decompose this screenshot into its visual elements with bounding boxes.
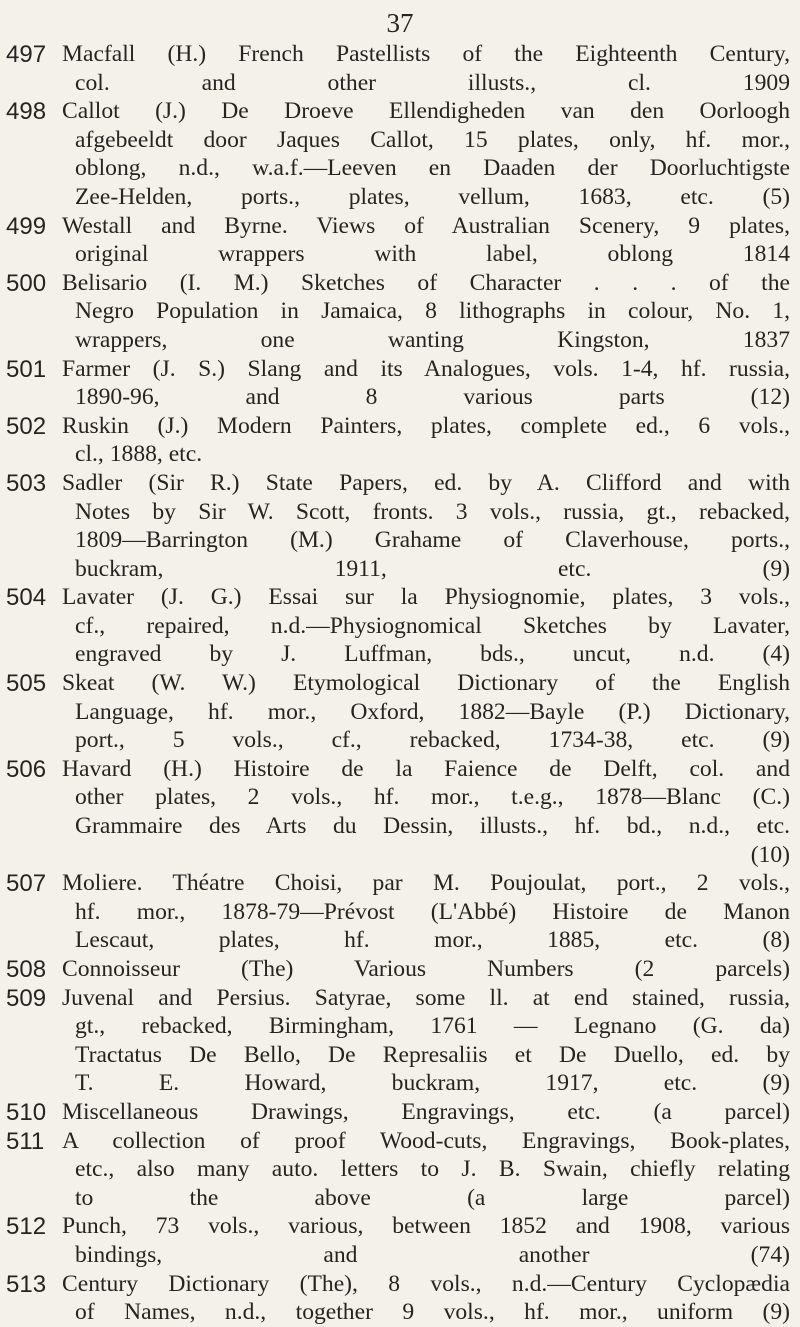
lot-line: Negro Population in Jamaica, 8 lithographs in colour, No. 1, xyxy=(75,298,790,325)
lot-entry xyxy=(0,984,800,1098)
lot-line: T. E. Howard, buckram, 1917, etc. (9) xyxy=(75,1070,790,1097)
lot-line: Zee-Helden, ports., plates, vellum, 1683, etc. (5) xyxy=(75,183,790,210)
lot-line: Juvenal and Persius. Satyrae, some ll. at end stained, russia, xyxy=(62,984,790,1011)
lot-entry xyxy=(0,40,800,97)
lot-description xyxy=(62,355,790,412)
lot-number: 508 xyxy=(6,956,47,983)
lot-description xyxy=(62,583,790,669)
lot-entry xyxy=(0,583,800,669)
lot-description xyxy=(62,269,790,355)
lot-number: 513 xyxy=(6,1270,47,1298)
lot-line: original wrappers with label, oblong 1814 xyxy=(75,241,790,268)
lot-entry xyxy=(0,755,800,869)
lot-number: 511 xyxy=(6,1127,45,1155)
lot-line: gt., rebacked, Birmingham, 1761 — Legnano (G. da) xyxy=(75,1013,790,1040)
lot-entry xyxy=(0,355,800,412)
lot-description xyxy=(62,1212,790,1269)
lot-list xyxy=(0,40,800,1327)
lot-line: hf. mor., 1878-79—Prévost (L'Abbé) Histoire de Manon xyxy=(75,898,790,925)
lot-line: 1809—Barrington (M.) Grahame of Claverhouse, ports., xyxy=(75,527,790,554)
lot-description xyxy=(62,669,790,755)
lot-entry xyxy=(0,269,800,355)
lot-line: port., 5 vols., cf., rebacked, 1734-38, etc. (9) xyxy=(75,727,790,754)
lot-line: Ruskin (J.) Modern Painters, plates, complete ed., 6 vols., xyxy=(62,412,790,439)
lot-line: etc., also many auto. letters to J. B. Swain, chiefly relating xyxy=(75,1156,790,1183)
lot-line: buckram, 1911, etc. (9) xyxy=(75,555,790,582)
lot-line: engraved by J. Luffman, bds., uncut, n.d. (4) xyxy=(75,641,790,668)
lot-line: Farmer (J. S.) Slang and its Analogues, vols. 1-4, hf. russia, xyxy=(62,355,790,382)
lot-line: Westall and Byrne. Views of Australian Scenery, 9 plates, xyxy=(62,212,790,239)
lot-description xyxy=(62,984,790,1098)
lot-line: 1890-96, and 8 various parts (12) xyxy=(75,384,790,411)
lot-line: Connoisseur (The) Various Numbers (2 parcels) xyxy=(62,956,790,982)
lot-line: bindings, and another (74) xyxy=(75,1241,790,1268)
lot-entry xyxy=(0,97,800,211)
lot-description xyxy=(62,212,790,269)
lot-line: Skeat (W. W.) Etymological Dictionary of the English xyxy=(62,670,790,697)
lot-line: Callot (J.) De Droeve Ellendigheden van den Oorloogh xyxy=(62,98,790,125)
lot-number: 497 xyxy=(6,41,47,68)
lot-line: Grammaire des Arts du Dessin, illusts., hf. bd., n.d., etc. xyxy=(75,813,790,840)
lot-entry xyxy=(0,1098,800,1127)
lot-line: to the above (a large parcel) xyxy=(75,1184,790,1211)
lot-number: 504 xyxy=(6,584,47,612)
lot-line: Lavater (J. G.) Essai sur la Physiognomie, plates, 3 vols., xyxy=(62,584,790,611)
lot-number: 498 xyxy=(6,98,47,126)
lot-number: 505 xyxy=(6,670,47,698)
lot-line: Miscellaneous Drawings, Engravings, etc. (a parcel) xyxy=(62,1098,790,1125)
lot-number: 506 xyxy=(6,755,47,783)
lot-number: 501 xyxy=(6,355,47,383)
lot-line: oblong, n.d., w.a.f.—Leeven en Daaden der Doorluchtigste xyxy=(75,155,790,182)
lot-number: 509 xyxy=(6,984,47,1012)
lot-description xyxy=(62,1270,790,1327)
lot-entry xyxy=(0,869,800,955)
lot-line: Moliere. Théatre Choisi, par M. Poujoulat, port., 2 vols., xyxy=(62,870,790,897)
lot-line: Havard (H.) Histoire de la Faience de Delft, col. and xyxy=(62,755,790,782)
lot-line: afgebeeldt door Jaques Callot, 15 plates, only, hf. mor., xyxy=(75,126,790,153)
lot-number: 510 xyxy=(6,1098,47,1126)
lot-number: 499 xyxy=(6,212,47,240)
lot-description xyxy=(62,1098,790,1127)
lot-description xyxy=(62,40,790,97)
lot-line: Belisario (I. M.) Sketches of Character . . . of the xyxy=(62,269,790,296)
lot-line: cl., 1888, etc. xyxy=(75,441,203,468)
lot-entry xyxy=(0,1212,800,1269)
lot-description xyxy=(62,412,790,469)
lot-number: 507 xyxy=(6,870,47,898)
lot-description xyxy=(62,97,790,211)
lot-line: (10) xyxy=(750,841,790,868)
lot-line: A collection of proof Wood-cuts, Engravings, Book-plates, xyxy=(62,1127,790,1154)
lot-number: 503 xyxy=(6,469,47,497)
lot-description xyxy=(62,955,790,984)
lot-entry xyxy=(0,955,800,984)
lot-number: 512 xyxy=(6,1213,47,1241)
lot-line: Macfall (H.) French Pastellists of the Eighteenth Century, xyxy=(62,41,790,67)
lot-description xyxy=(62,469,790,583)
lot-number: 502 xyxy=(6,412,47,440)
lot-entry xyxy=(0,412,800,469)
page-number: 37 xyxy=(386,8,414,38)
lot-entry xyxy=(0,1270,800,1327)
lot-line: Lescaut, plates, hf. mor., 1885, etc. (8) xyxy=(75,927,790,954)
lot-entry xyxy=(0,212,800,269)
lot-entry xyxy=(0,669,800,755)
lot-entry xyxy=(0,1127,800,1213)
lot-line: Punch, 73 vols., various, between 1852 and 1908, various xyxy=(62,1213,790,1240)
lot-number: 500 xyxy=(6,269,47,297)
lot-line: col. and other illusts., cl. 1909 xyxy=(75,69,790,96)
lot-line: Tractatus De Bello, De Represaliis et De Duello, ed. by xyxy=(75,1041,790,1068)
lot-line: of Names, n.d., together 9 vols., hf. mor., uniform (9) xyxy=(75,1299,790,1326)
lot-line: Language, hf. mor., Oxford, 1882—Bayle (P.) Dictionary, xyxy=(75,698,790,725)
lot-line: Century Dictionary (The), 8 vols., n.d.—Century Cyclopædia xyxy=(62,1270,790,1297)
lot-line: wrappers, one wanting Kingston, 1837 xyxy=(75,326,790,353)
lot-entry xyxy=(0,469,800,583)
lot-line: Sadler (Sir R.) State Papers, ed. by A. Clifford and with xyxy=(62,469,790,496)
lot-line: other plates, 2 vols., hf. mor., t.e.g., 1878—Blanc (C.) xyxy=(75,784,790,811)
lot-line: Notes by Sir W. Scott, fronts. 3 vols., russia, gt., rebacked, xyxy=(75,498,790,525)
lot-line: cf., repaired, n.d.—Physiognomical Sketches by Lavater, xyxy=(75,612,790,639)
lot-description xyxy=(62,1127,790,1213)
lot-description xyxy=(62,869,790,955)
lot-description xyxy=(62,755,790,869)
